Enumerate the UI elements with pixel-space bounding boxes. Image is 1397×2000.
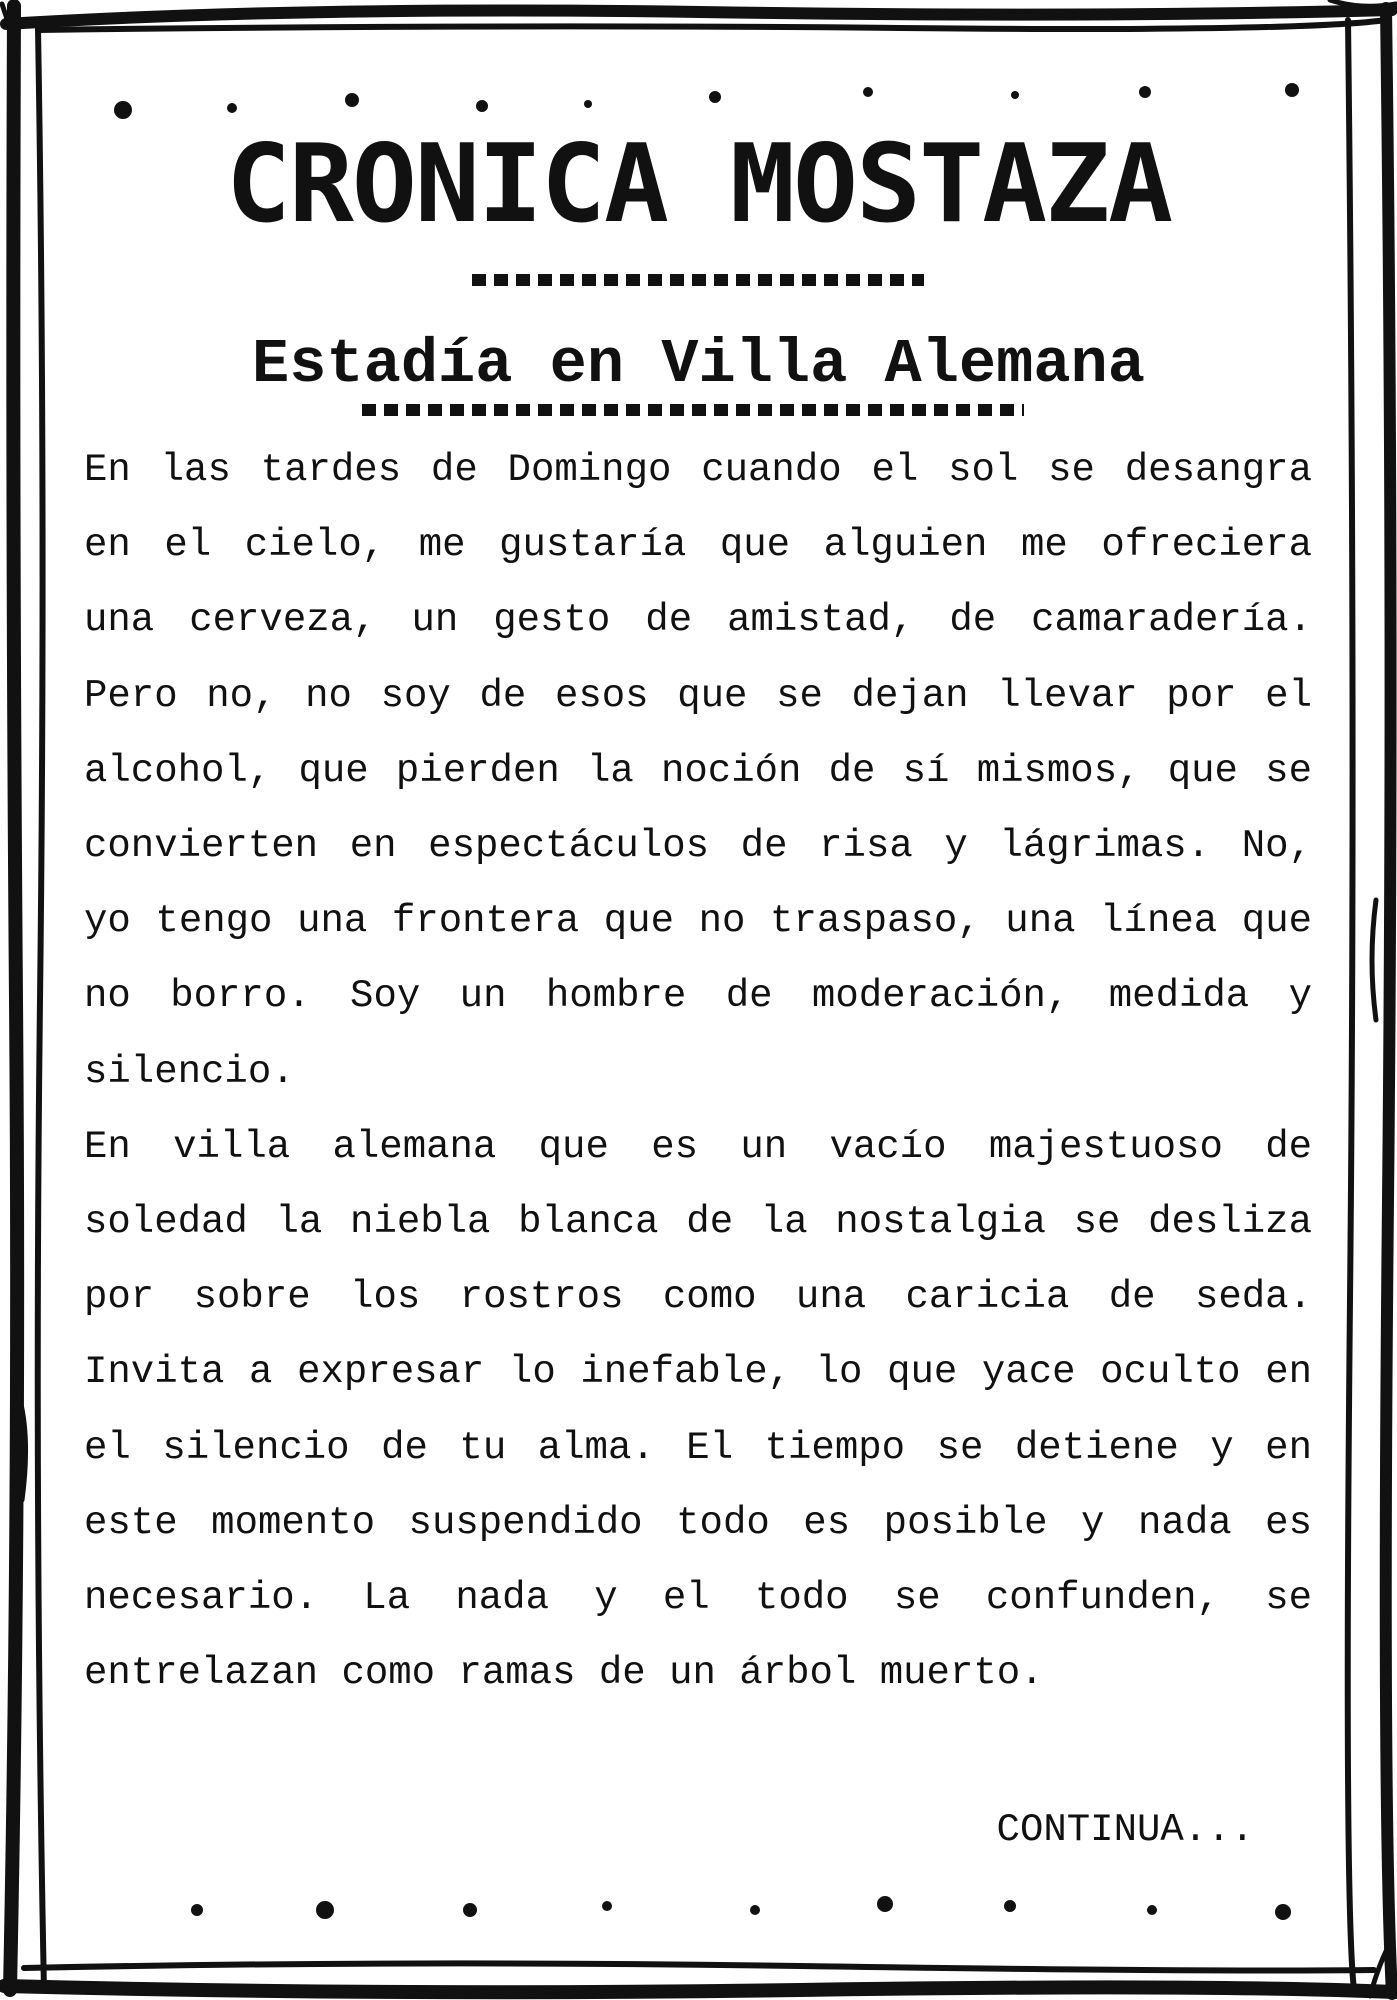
masthead-title: CRONICA MOSTAZA bbox=[225, 122, 1172, 247]
paragraph: En villa alemana que es un vacío majestuoso de soledad la niebla blanca de la nostalgia se desliza por sobre los rostros como una caricia de seda. Invita a expresar lo inefable, lo que yace oculto en el silencio de tu alma. El tiempo se detiene y en este momento suspendido todo es posible y nada es necesario. La nada y el todo se confunden, se entrelazan como ramas de un árbol muerto. bbox=[84, 1124, 1312, 1696]
continue-label: CONTINUA... bbox=[996, 1808, 1254, 1852]
article-subtitle: Estadía en Villa Alemana bbox=[252, 329, 1145, 400]
paragraph: En las tardes de Domingo cuando el sol se desangra en el cielo, me gustaría que alguien me ofreciera una cerveza, un gesto de amistad, de camaradería. Pero no, no soy de esos que se dejan llevar por el alcohol, que pierden la noción de sí mismos, que se convierten en espectáculos de risa y lágrimas. No, yo tengo una frontera que no traspaso, una línea que no borro. Soy un hombre de moderación, medida y silencio. bbox=[84, 448, 1312, 1094]
